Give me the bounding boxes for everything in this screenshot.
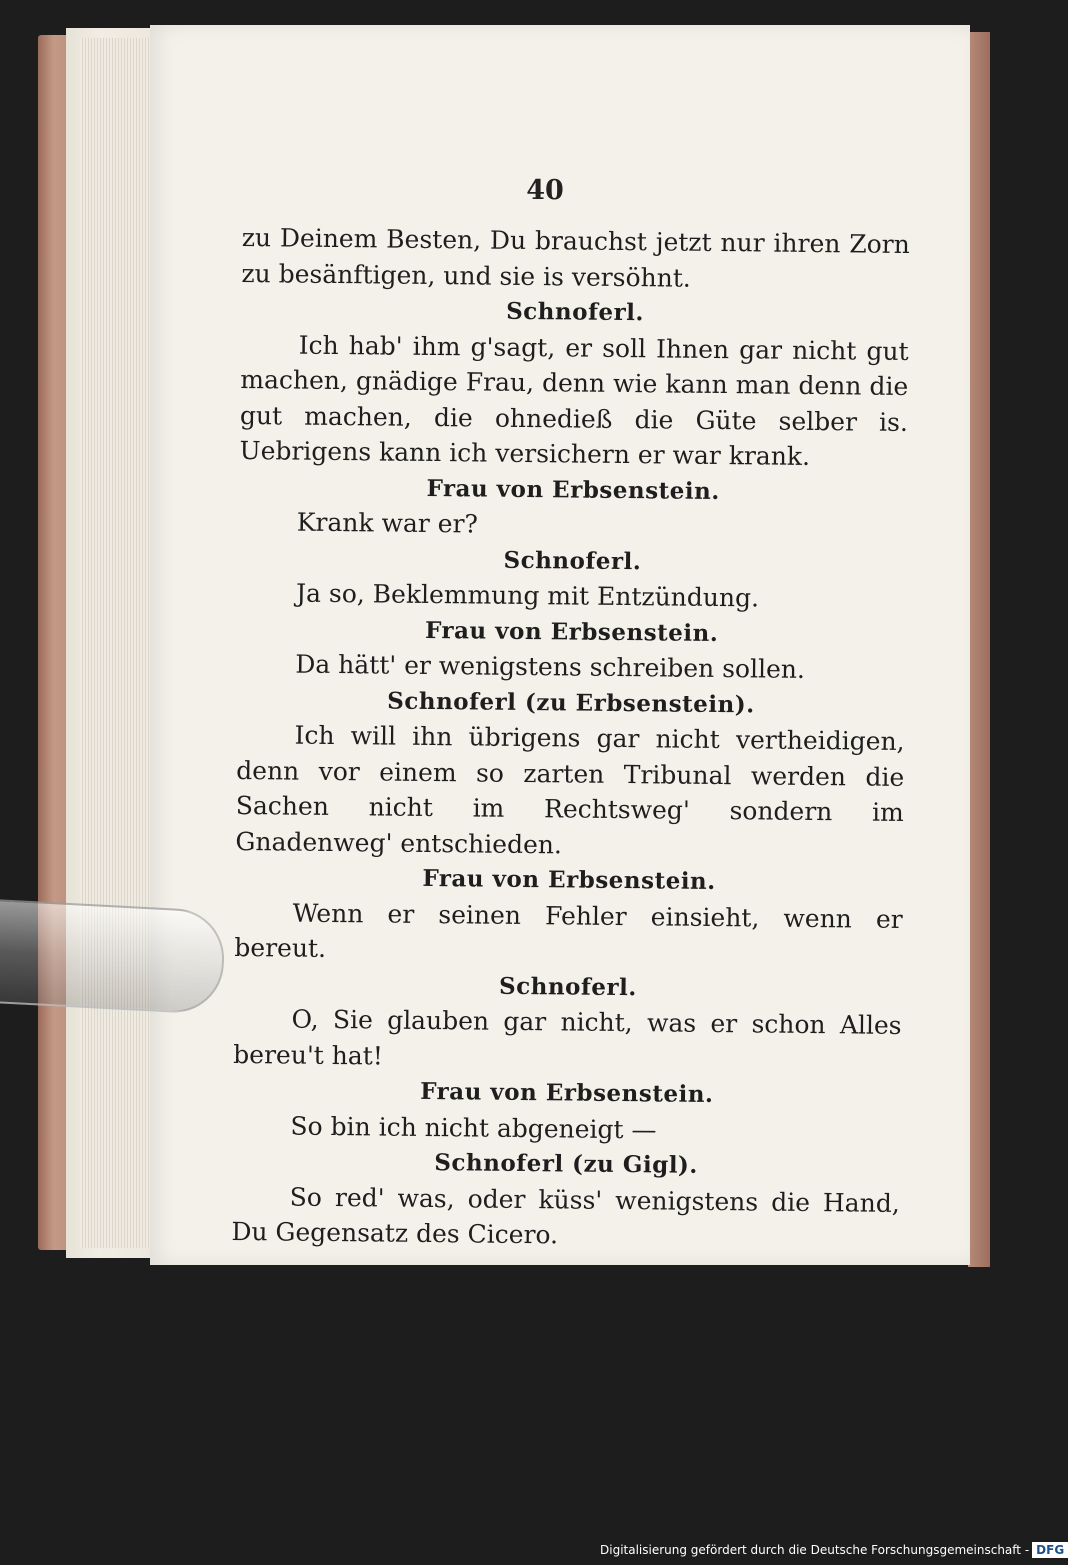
dfg-logo: DFG xyxy=(1032,1542,1068,1558)
digitization-credit xyxy=(600,1540,1068,1560)
page-stack-edges xyxy=(80,38,160,1248)
page-number: 40 xyxy=(526,175,564,206)
speaker-name: Frau von Erbsenstein. xyxy=(422,864,716,895)
text-paragraph: Ich hab' ihm g'sagt, er soll Ihnen gar nicht gut machen, gnädige Frau, denn wie kann man denn die gut machen, die ohnedieß die Güte selber is. Uebrigens kann ich versichern er war krank. xyxy=(239,330,909,471)
speaker-name: Schnoferl. xyxy=(503,546,642,575)
speaker-name: Frau von Erbsenstein. xyxy=(424,616,719,647)
speaker-name: Schnoferl. xyxy=(498,972,638,1001)
text-paragraph: O, Sie glauben gar nicht, was er schon Alles bereu't hat! xyxy=(233,1004,902,1071)
speaker-name: Schnoferl. xyxy=(506,297,645,327)
page-holder-clip xyxy=(0,899,227,1015)
text-paragraph: Wenn er seinen Fehler einsieht, wenn er bereut. xyxy=(234,898,903,963)
text-paragraph: Da hätt' er wenigstens schreiben sollen. xyxy=(295,649,806,684)
text-paragraph: zu Deinem Besten, Du brauchst jetzt nur ihren Zorn zu besänftigen, und sie is versöhnt. xyxy=(241,222,910,293)
speaker-name: Frau von Erbsenstein. xyxy=(426,474,720,505)
book-page xyxy=(150,25,970,1265)
text-paragraph: Krank war er? xyxy=(296,507,479,539)
text-paragraph: So red' was, oder küss' wenigstens die Hand, Du Gegensatz des Cicero. xyxy=(231,1182,900,1250)
text-paragraph: So bin ich nicht abgeneigt — xyxy=(290,1111,657,1144)
book-cover-edge-right xyxy=(968,32,990,1267)
page-text xyxy=(231,220,910,1256)
speaker-name: Frau von Erbsenstein. xyxy=(420,1077,714,1108)
text-paragraph: Ich will ihn übrigens gar nicht vertheidigen, denn vor einem so zarten Tribunal werden die Sachen nicht im Rechtsweg' sondern im Gnadenweg' entschieden. xyxy=(235,720,905,859)
speaker-name: Schnoferl (zu Gigl). xyxy=(434,1149,699,1179)
speaker-name: Schnoferl (zu Erbsenstein). xyxy=(387,687,755,718)
text-paragraph: Ja so, Beklemmung mit Entzündung. xyxy=(295,578,760,613)
credit-text: Digitalisierung gefördert durch die Deutsche Forschungsgemeinschaft - xyxy=(600,1543,1030,1557)
